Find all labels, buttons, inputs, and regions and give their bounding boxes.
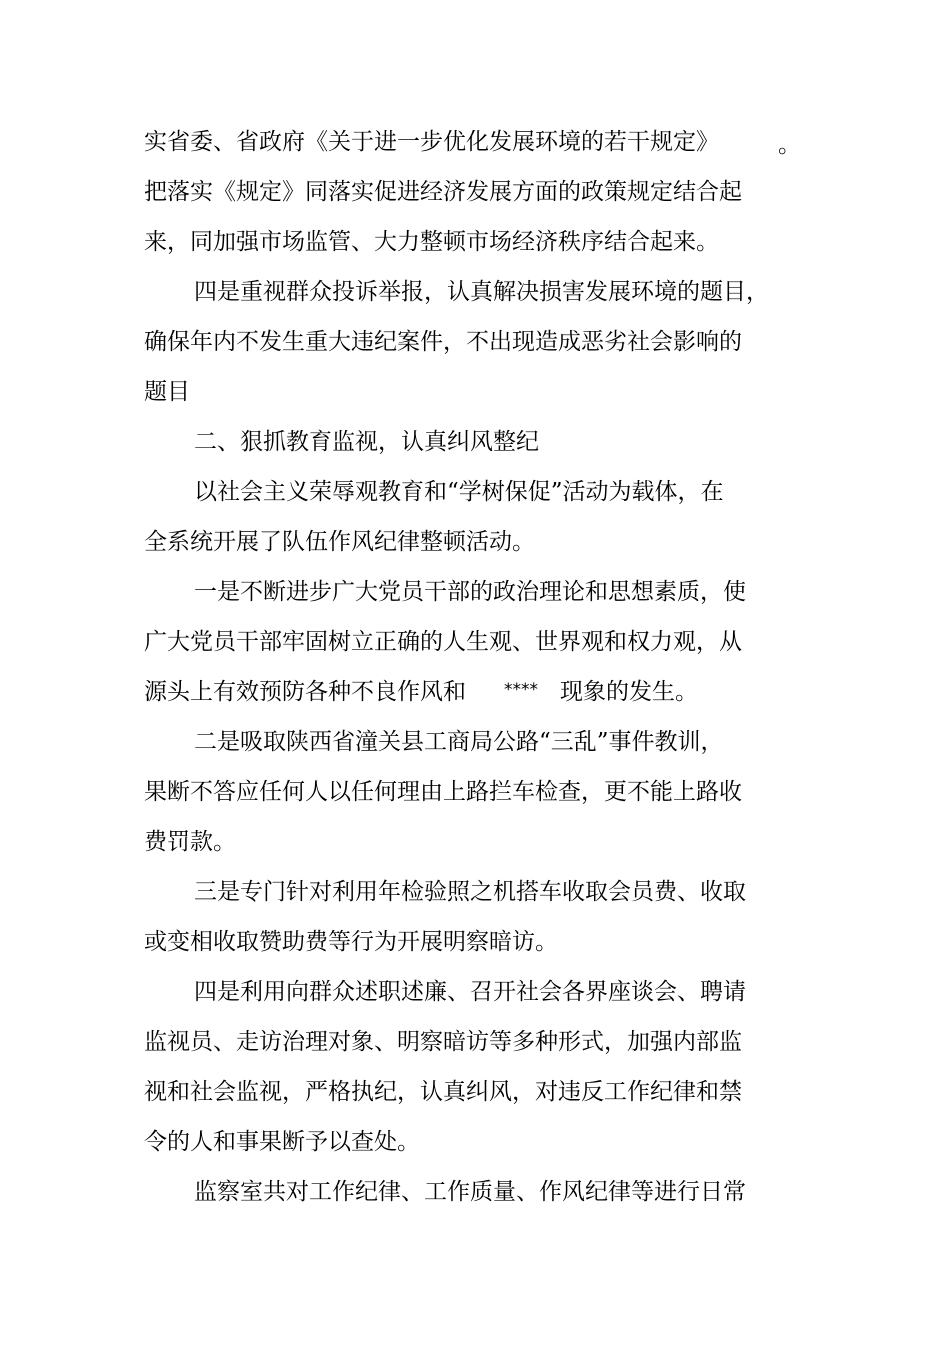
text-line-11: 广大党员干部牢固树立正确的人生观、世界观和权力观，从 [144, 629, 742, 655]
text-line-8: 以社会主义荣辱观教育和“学树保促”活动为载体，在 [194, 479, 724, 505]
text-line-12-end: 现象的发生。 [560, 679, 698, 705]
text-line-15: 费罚款。 [144, 829, 236, 855]
section-heading: 二、狠抓教育监视，认真纠风整纪 [194, 429, 539, 455]
text-line-1: 实省委、省政府《关于进一步优化发展环境的若干规定》 [144, 129, 719, 155]
text-line-10: 一是不断进步广大党员干部的政治理论和思想素质，使 [194, 579, 746, 605]
text-line-18: 四是利用向群众述职述廉、召开社会各界座谈会、聘请 [194, 979, 746, 1005]
text-line-16: 三是专门针对利用年检验照之机搭车收取会员费、收取 [194, 879, 746, 905]
text-line-13: 二是吸取陕西省潼关县工商局公路“三乱”事件教训， [194, 729, 724, 755]
text-line-21: 令的人和事果断予以查处。 [144, 1129, 420, 1155]
text-line-19: 监视员、走访治理对象、明察暗访等多种形式，加强内部监 [144, 1029, 742, 1055]
masked-word: **** [504, 680, 538, 700]
text-line-3: 来，同加强市场监管、大力整顿市场经济秩序结合起来。 [144, 229, 719, 255]
text-line-22: 监察室共对工作纪律、工作质量、作风纪律等进行日常 [194, 1179, 746, 1205]
text-line-12 [144, 672, 698, 712]
text-line-2: 把落实《规定》同落实促进经济发展方面的政策规定结合起 [144, 179, 742, 205]
text-line-12-start: 源头上有效预防各种不良作风和 [144, 679, 466, 705]
text-line-14: 果断不答应任何人以任何理由上路拦车检查，更不能上路收 [144, 779, 742, 805]
text-line-20: 视和社会监视，严格执纪，认真纠风，对违反工作纪律和禁 [144, 1079, 742, 1105]
text-line-9: 全系统开展了队伍作风纪律整顿活动。 [144, 529, 535, 555]
text-line-5: 确保年内不发生重大违纪案件，不出现造成恶劣社会影响的 [144, 329, 742, 355]
text-line-6: 题目 [144, 379, 190, 405]
line-1-period: 。 [778, 132, 801, 158]
text-line-4: 四是重视群众投诉举报，认真解决损害发展环境的题目， [194, 279, 769, 305]
text-line-17: 或变相收取赞助费等行为开展明察暗访。 [144, 929, 558, 955]
